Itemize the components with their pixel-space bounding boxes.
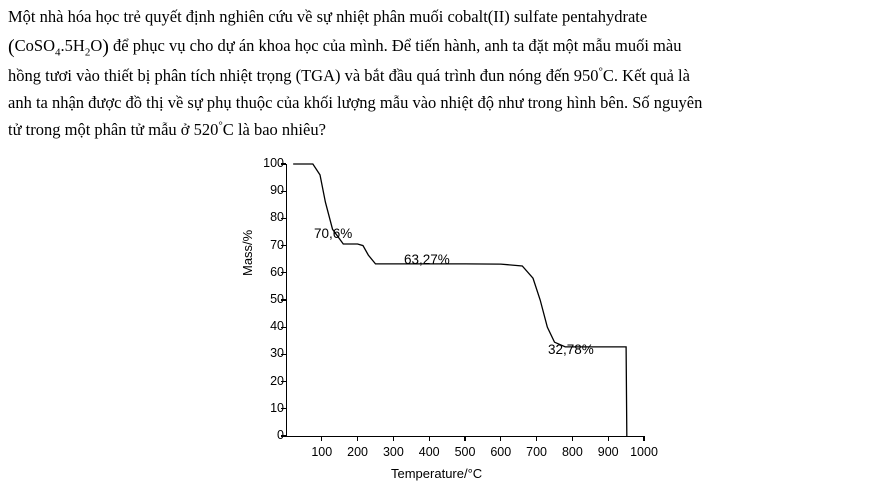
x-tick-label: 700 (526, 445, 548, 459)
formula-sub-2: 2 (84, 46, 91, 59)
temp-unit-2: C (222, 119, 234, 139)
y-tick-label: 10 (270, 400, 284, 415)
question-line-5-text: tử trong một phân tử mẫu ở 520 (8, 119, 219, 139)
x-tick-label: 1000 (630, 445, 658, 459)
y-tick-label: 0 (277, 428, 284, 442)
x-tick-label: 300 (382, 445, 404, 459)
degree-symbol-2: ° (218, 119, 223, 132)
y-tick-label: 20 (270, 373, 284, 388)
question-line-3-tail: . Kết quả là (613, 66, 690, 86)
x-tick-label: 100 (311, 445, 333, 459)
question-line-5 (8, 117, 864, 144)
temp-unit-1: C (602, 66, 614, 86)
question-line-2 (8, 31, 864, 63)
y-tick-label: 50 (270, 292, 284, 306)
formula-open-paren: ( (8, 35, 15, 58)
chart-plot-area (240, 156, 658, 481)
annotation-32-78: 32,78% (548, 342, 594, 357)
formula-mid: .5H (60, 35, 85, 55)
y-tick-label: 40 (270, 319, 284, 334)
formula-sub-1: 4 (55, 46, 61, 59)
tga-curve (286, 164, 646, 446)
question-line-3 (8, 63, 864, 90)
x-tick-label: 900 (597, 445, 619, 459)
annotation-70-6: 70,6% (314, 226, 353, 241)
question-line-3-text: hồng tươi vào thiết bị phân tích nhiệt trọng (TGA) và bắt đầu quá trình đun nóng đến 950 (8, 66, 599, 86)
y-tick-label: 30 (270, 346, 284, 361)
x-tick-label: 400 (418, 445, 440, 459)
question-text (8, 4, 864, 143)
tga-chart (228, 158, 658, 488)
x-tick-label: 800 (561, 445, 583, 459)
y-tick-label: 60 (270, 264, 284, 279)
x-tick-label: 200 (347, 445, 369, 459)
x-axis-title: Temperature/°C (391, 466, 483, 481)
question-line-5-tail: là bao nhiêu? (237, 119, 326, 139)
y-tick-label: 70 (270, 237, 284, 252)
formula-head: CoSO (14, 35, 56, 55)
question-line-2-text: để phục vụ cho dự án khoa học của mình. Để tiến hành, anh ta đặt một mẫu muối màu (113, 35, 682, 55)
y-tick-label: 80 (270, 210, 284, 225)
x-tick-label: 600 (490, 445, 512, 459)
y-tick-label: 100 (263, 156, 284, 170)
x-tick-label: 500 (454, 445, 476, 459)
question-line-4: anh ta nhận được đồ thị về sự phụ thuộc của khối lượng mẫu vào nhiệt độ như trong hình bên. Số nguyên (8, 92, 703, 112)
formula-close-paren: ) (102, 35, 109, 58)
question-line-1: Một nhà hóa học trẻ quyết định nghiên cứu về sự nhiệt phân muối cobalt(II) sulfate pentahydrate (8, 7, 648, 26)
y-tick-label: 90 (270, 183, 284, 198)
chemical-formula (8, 35, 109, 59)
degree-symbol-1: ° (598, 65, 603, 78)
y-axis-title: Mass/% (240, 229, 255, 276)
formula-tail: O (90, 35, 103, 55)
annotation-63-27: 63,27% (404, 252, 450, 267)
